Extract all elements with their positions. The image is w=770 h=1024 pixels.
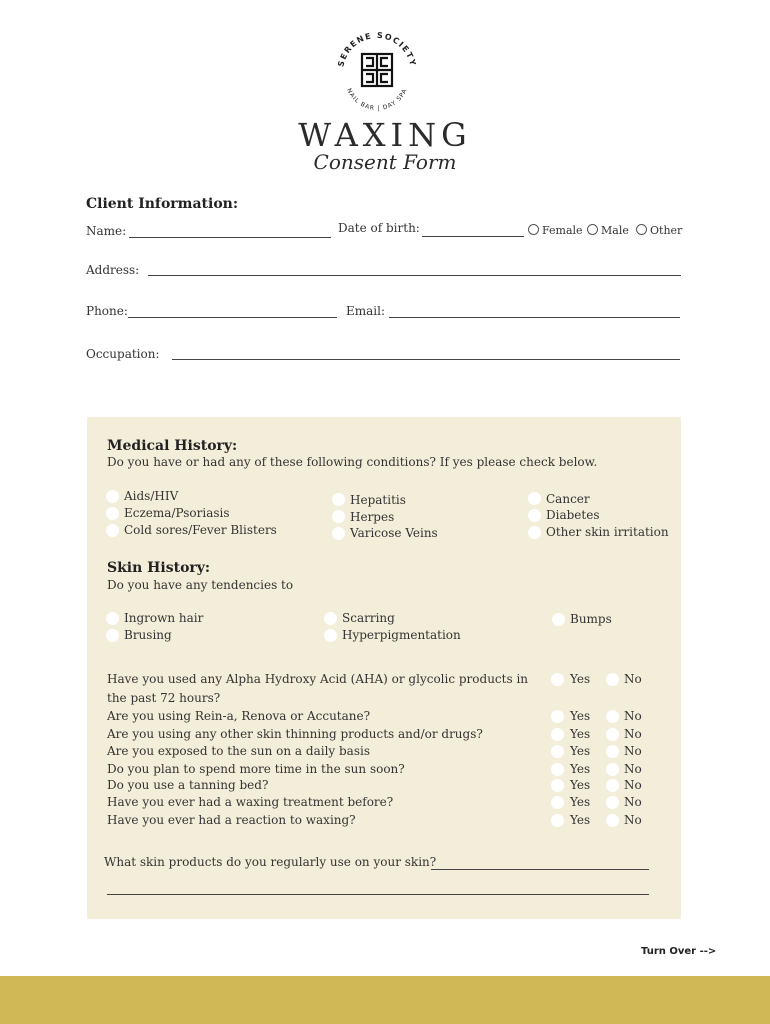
hepatitis-radio[interactable] xyxy=(332,493,345,506)
question-sun-soon: Do you plan to spend more time in the sun soon? xyxy=(107,762,405,776)
herpes-label: Herpes xyxy=(350,510,395,524)
q8-yes-label: Yes xyxy=(570,813,591,827)
skin-history-subheading: Do you have any tendencies to xyxy=(107,578,294,592)
q3-no-label: No xyxy=(624,727,642,741)
q2-no-radio[interactable] xyxy=(606,710,619,723)
bumps-label: Bumps xyxy=(570,612,612,626)
email-field[interactable] xyxy=(389,317,680,318)
herpes-radio[interactable] xyxy=(332,510,345,523)
aids-hiv-radio[interactable] xyxy=(106,490,119,503)
question-waxing-before: Have you ever had a waxing treatment before? xyxy=(107,795,394,809)
dob-field[interactable] xyxy=(422,236,524,237)
eczema-radio[interactable] xyxy=(106,507,119,520)
question-aha-cont: the past 72 hours? xyxy=(107,691,221,705)
brusing-label: Brusing xyxy=(124,628,172,642)
gender-female-option[interactable] xyxy=(528,224,583,238)
dob-label: Date of birth: xyxy=(338,221,420,235)
male-radio[interactable] xyxy=(587,224,598,235)
q8-no-label: No xyxy=(624,813,642,827)
other-label: Other xyxy=(650,224,683,237)
address-field[interactable] xyxy=(148,275,681,276)
q7-yes-label: Yes xyxy=(570,795,591,809)
q7-yes-radio[interactable] xyxy=(551,796,564,809)
email-label: Email: xyxy=(346,304,386,318)
q4-yes-radio[interactable] xyxy=(551,745,564,758)
varicose-label: Varicose Veins xyxy=(350,526,438,540)
q1-no-radio[interactable] xyxy=(606,673,619,686)
page-title: WAXING xyxy=(298,116,472,154)
female-label: Female xyxy=(542,224,583,237)
q6-yes-radio[interactable] xyxy=(551,779,564,792)
varicose-radio[interactable] xyxy=(332,527,345,540)
q8-no-radio[interactable] xyxy=(606,814,619,827)
svg-text:NAIL BAR | DAY SPA xyxy=(345,87,409,112)
cold-sores-label: Cold sores/Fever Blisters xyxy=(124,523,277,537)
turn-over-link[interactable]: Turn Over --> xyxy=(641,946,717,957)
q3-yes-label: Yes xyxy=(570,727,591,741)
scarring-radio[interactable] xyxy=(324,612,337,625)
q4-yes-label: Yes xyxy=(570,744,591,758)
q2-yes-radio[interactable] xyxy=(551,710,564,723)
cold-sores-radio[interactable] xyxy=(106,524,119,537)
logo-top-text: SERENE SOCIETY xyxy=(336,30,418,68)
other-radio[interactable] xyxy=(636,224,647,235)
q3-no-radio[interactable] xyxy=(606,728,619,741)
q6-yes-label: Yes xyxy=(570,778,591,792)
diabetes-radio[interactable] xyxy=(528,509,541,522)
other-irritation-label: Other skin irritation xyxy=(546,525,669,539)
other-irritation-radio[interactable] xyxy=(528,526,541,539)
cancer-label: Cancer xyxy=(546,492,590,506)
q6-no-label: No xyxy=(624,778,642,792)
q1-yes-label: Yes xyxy=(570,672,591,686)
bumps-radio[interactable] xyxy=(552,613,565,626)
occupation-field[interactable] xyxy=(172,359,680,360)
logo-emblem-icon xyxy=(330,28,424,114)
female-radio[interactable] xyxy=(528,224,539,235)
question-accutane: Are you using Rein-a, Renova or Accutane? xyxy=(107,709,371,723)
scarring-label: Scarring xyxy=(342,611,395,625)
brusing-radio[interactable] xyxy=(106,629,119,642)
q7-no-radio[interactable] xyxy=(606,796,619,809)
hyperpigmentation-radio[interactable] xyxy=(324,629,337,642)
cancer-radio[interactable] xyxy=(528,492,541,505)
occupation-label: Occupation: xyxy=(86,347,160,361)
hyperpigmentation-label: Hyperpigmentation xyxy=(342,628,461,642)
q7-no-label: No xyxy=(624,795,642,809)
q5-yes-radio[interactable] xyxy=(551,763,564,776)
q1-yes-radio[interactable] xyxy=(551,673,564,686)
phone-label: Phone: xyxy=(86,304,128,318)
q3-yes-radio[interactable] xyxy=(551,728,564,741)
name-field[interactable] xyxy=(129,237,331,238)
question-reaction: Have you ever had a reaction to waxing? xyxy=(107,813,356,827)
aids-hiv-label: Aids/HIV xyxy=(124,489,179,503)
q1-no-label: No xyxy=(624,672,642,686)
address-label: Address: xyxy=(86,263,140,277)
medical-history-heading: Medical History: xyxy=(107,438,238,454)
ingrown-hair-label: Ingrown hair xyxy=(124,611,204,625)
question-thinning: Are you using any other skin thinning products and/or drugs? xyxy=(107,727,483,741)
q5-no-radio[interactable] xyxy=(606,763,619,776)
q5-yes-label: Yes xyxy=(570,762,591,776)
logo-bottom-text: NAIL BAR | DAY SPA xyxy=(345,87,409,113)
q5-no-label: No xyxy=(624,762,642,776)
male-label: Male xyxy=(601,224,629,237)
name-label: Name: xyxy=(86,224,127,238)
phone-field[interactable] xyxy=(128,317,337,318)
q8-yes-radio[interactable] xyxy=(551,814,564,827)
diabetes-label: Diabetes xyxy=(546,508,600,522)
ingrown-hair-radio[interactable] xyxy=(106,612,119,625)
skin-products-label: What skin products do you regularly use on your skin? xyxy=(104,855,437,869)
question-aha: Have you used any Alpha Hydroxy Acid (AHA) or glycolic products in xyxy=(107,672,529,686)
skin-history-heading: Skin History: xyxy=(107,560,211,576)
gender-male-option[interactable] xyxy=(587,224,629,238)
footer-bar xyxy=(0,976,770,1024)
gender-other-option[interactable] xyxy=(636,224,682,238)
medical-history-subheading: Do you have or had any of these following conditions? If yes please check below. xyxy=(107,455,598,469)
skin-products-field-2[interactable] xyxy=(107,894,649,895)
q6-no-radio[interactable] xyxy=(606,779,619,792)
logo xyxy=(330,28,424,114)
hepatitis-label: Hepatitis xyxy=(350,493,406,507)
question-tanning-bed: Do you use a tanning bed? xyxy=(107,778,269,792)
q4-no-radio[interactable] xyxy=(606,745,619,758)
q2-yes-label: Yes xyxy=(570,709,591,723)
skin-products-field[interactable] xyxy=(431,869,649,870)
q4-no-label: No xyxy=(624,744,642,758)
q2-no-label: No xyxy=(624,709,642,723)
client-info-heading: Client Information: xyxy=(86,196,239,212)
page-subtitle-script: Consent Form xyxy=(313,150,457,174)
eczema-label: Eczema/Psoriasis xyxy=(124,506,230,520)
question-sun-daily: Are you exposed to the sun on a daily basis xyxy=(107,744,370,758)
